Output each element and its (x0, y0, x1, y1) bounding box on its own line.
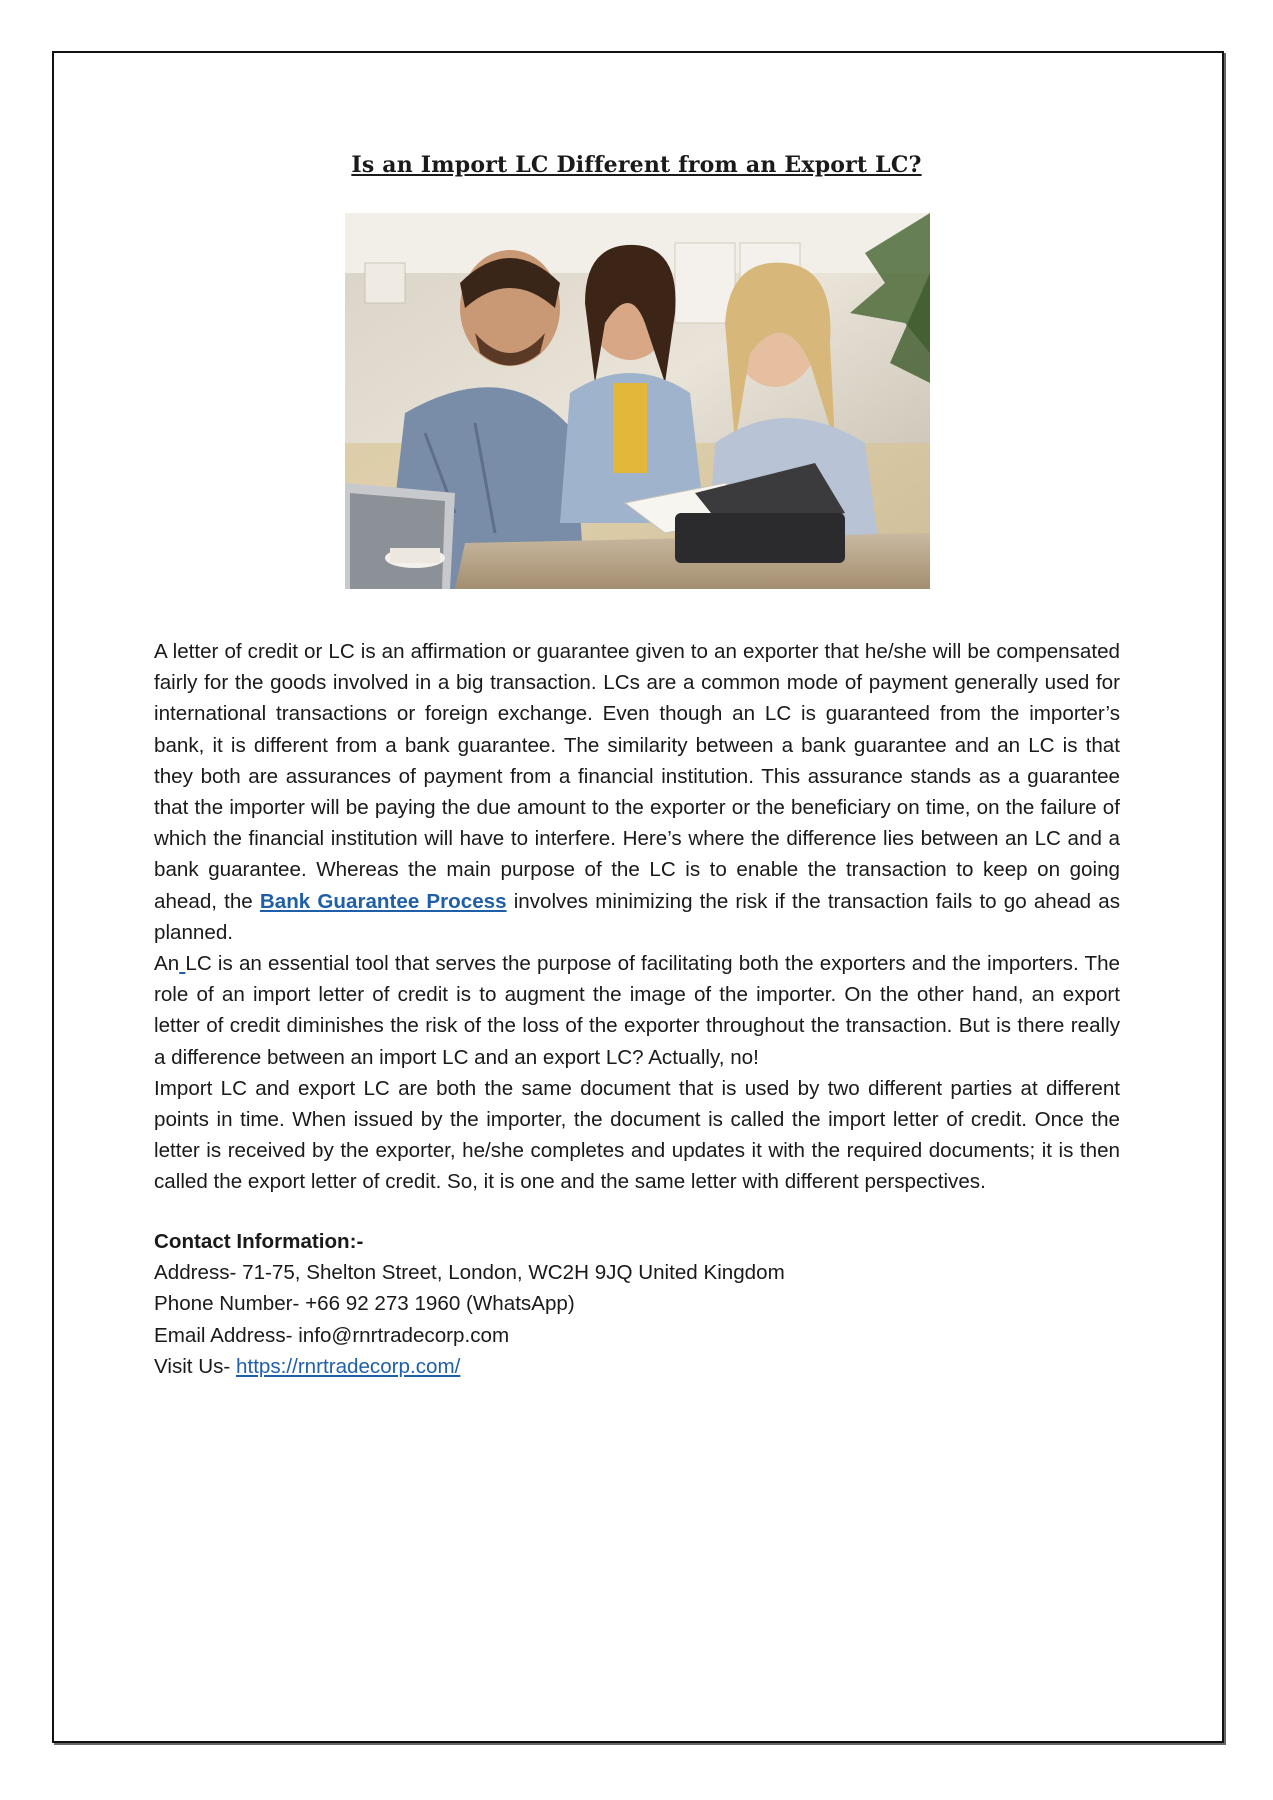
paragraph-1 (154, 636, 1120, 948)
paragraph-1-text-b: involves minimizing the risk if the transaction fails to go ahead as planned. (154, 889, 1120, 944)
article-body (154, 636, 1120, 1198)
website-link[interactable]: https://rnrtradecorp.com/ (236, 1354, 461, 1378)
document-title: Is an Import LC Different from an Export LC? (351, 152, 922, 178)
contact-section (154, 1226, 1120, 1382)
paragraph-1-text-a: A letter of credit or LC is an affirmation or guarantee given to an exporter that he/she will be compensated fairly for the goods involved in a big transaction. LCs are a common mode of payment generally used for international transactions or foreign exchange. Even though an LC is guaranteed from the importer’s bank, it is different from a bank guarantee. The similarity between a bank guarantee and an LC is that they both are assurances of payment from a financial institution. This assurance stands as a guarantee that the importer will be paying the due amount to the exporter or the beneficiary on time, on the failure of which the financial institution will have to interfere. Here’s where the difference lies between an LC and a bank guarantee. Whereas the main purpose of the LC is to enable the transaction to keep on going ahead, the (154, 640, 1120, 913)
contact-address: Address- 71-75, Shelton Street, London, WC2H 9JQ United Kingdom (154, 1261, 785, 1285)
contact-phone: Phone Number- +66 92 273 1960 (WhatsApp) (154, 1292, 575, 1316)
bank-guarantee-process-link[interactable]: Bank Guarantee Process (259, 889, 507, 913)
contact-email: Email Address- info@rnrtradecorp.com (154, 1323, 510, 1347)
contact-heading: Contact Information:- (154, 1230, 364, 1253)
paragraph-2 (154, 948, 1120, 1073)
paragraph-2-text: LC is an essential tool that serves the purpose of facilitating both the exporters and the importers. The role of an import letter of credit is to augment the image of the importer. On the other hand, an export letter of credit diminishes the risk of the loss of the exporter throughout the transaction. But is there really a difference between an import LC and an export LC? Actually, no! (154, 952, 1120, 1069)
paragraph-3: Import LC and export LC are both the same document that is used by two different parties at different points in time. When issued by the importer, the document is called the import letter of credit. Once the letter is received by the exporter, he/she completes and updates it with the required documents; it is then called the export letter of credit. So, it is one and the same letter with different perspectives. (154, 1076, 1120, 1194)
hero-photo (345, 213, 930, 589)
paragraph-2-start: An (154, 952, 180, 976)
contact-visit (154, 1351, 1120, 1382)
visit-label: Visit Us- (154, 1354, 237, 1378)
